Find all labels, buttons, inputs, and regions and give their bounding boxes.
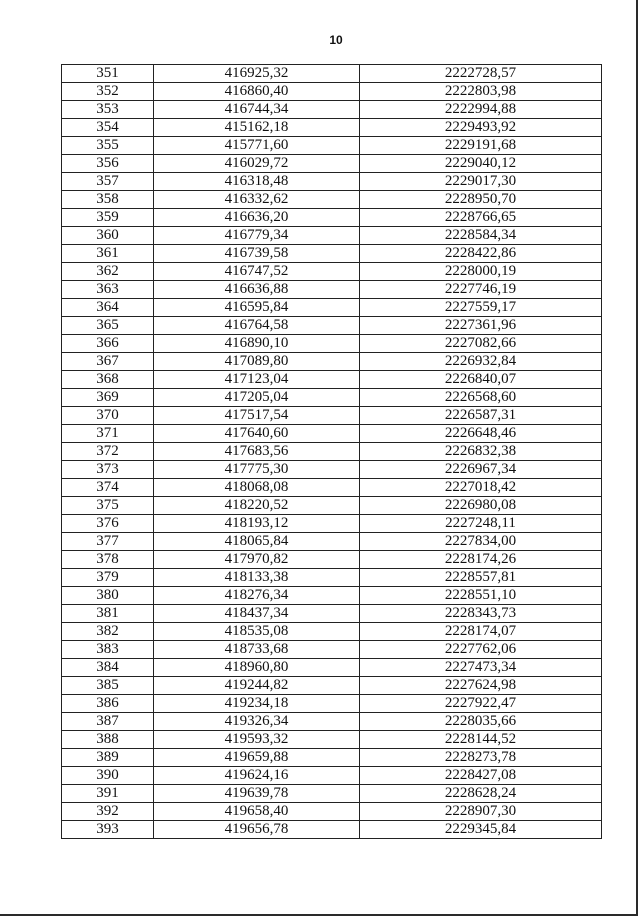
x-coordinate-cell: 418535,08	[154, 623, 360, 641]
table-row	[62, 443, 602, 461]
table-row	[62, 515, 602, 533]
point-number-cell: 382	[62, 623, 154, 641]
y-coordinate-cell: 2227248,11	[360, 515, 602, 533]
x-coordinate-cell: 417517,54	[154, 407, 360, 425]
x-coordinate-cell: 418960,80	[154, 659, 360, 677]
table-row	[62, 191, 602, 209]
x-coordinate-cell: 418220,52	[154, 497, 360, 515]
x-coordinate-cell: 418276,34	[154, 587, 360, 605]
x-coordinate-cell: 419659,88	[154, 749, 360, 767]
y-coordinate-cell: 2228174,07	[360, 623, 602, 641]
x-coordinate-cell: 416739,58	[154, 245, 360, 263]
point-number-cell: 392	[62, 803, 154, 821]
table-row	[62, 479, 602, 497]
point-number-cell: 376	[62, 515, 154, 533]
y-coordinate-cell: 2226967,34	[360, 461, 602, 479]
point-number-cell: 386	[62, 695, 154, 713]
table-row	[62, 101, 602, 119]
x-coordinate-cell: 417205,04	[154, 389, 360, 407]
point-number-cell: 379	[62, 569, 154, 587]
point-number-cell: 368	[62, 371, 154, 389]
table-row	[62, 353, 602, 371]
point-number-cell: 363	[62, 281, 154, 299]
table-row	[62, 623, 602, 641]
table-row	[62, 209, 602, 227]
x-coordinate-cell: 416636,20	[154, 209, 360, 227]
table-row	[62, 641, 602, 659]
y-coordinate-cell: 2229017,30	[360, 173, 602, 191]
point-number-cell: 352	[62, 83, 154, 101]
y-coordinate-cell: 2222728,57	[360, 65, 602, 83]
y-coordinate-cell: 2227762,06	[360, 641, 602, 659]
y-coordinate-cell: 2229493,92	[360, 119, 602, 137]
point-number-cell: 358	[62, 191, 154, 209]
x-coordinate-cell: 415162,18	[154, 119, 360, 137]
y-coordinate-cell: 2228000,19	[360, 263, 602, 281]
coordinates-table	[61, 64, 602, 839]
x-coordinate-cell: 417970,82	[154, 551, 360, 569]
x-coordinate-cell: 418733,68	[154, 641, 360, 659]
x-coordinate-cell: 419656,78	[154, 821, 360, 839]
table-row	[62, 605, 602, 623]
y-coordinate-cell: 2229040,12	[360, 155, 602, 173]
point-number-cell: 372	[62, 443, 154, 461]
point-number-cell: 375	[62, 497, 154, 515]
x-coordinate-cell: 416595,84	[154, 299, 360, 317]
table-row	[62, 299, 602, 317]
x-coordinate-cell: 419624,16	[154, 767, 360, 785]
table-row	[62, 569, 602, 587]
point-number-cell: 367	[62, 353, 154, 371]
point-number-cell: 357	[62, 173, 154, 191]
x-coordinate-cell: 416747,52	[154, 263, 360, 281]
table-row	[62, 533, 602, 551]
x-coordinate-cell: 419639,78	[154, 785, 360, 803]
point-number-cell: 354	[62, 119, 154, 137]
table-row	[62, 767, 602, 785]
x-coordinate-cell: 419234,18	[154, 695, 360, 713]
y-coordinate-cell: 2229191,68	[360, 137, 602, 155]
point-number-cell: 383	[62, 641, 154, 659]
point-number-cell: 390	[62, 767, 154, 785]
x-coordinate-cell: 415771,60	[154, 137, 360, 155]
table-row	[62, 497, 602, 515]
y-coordinate-cell: 2228907,30	[360, 803, 602, 821]
point-number-cell: 364	[62, 299, 154, 317]
point-number-cell: 385	[62, 677, 154, 695]
table-row	[62, 713, 602, 731]
x-coordinate-cell: 418437,34	[154, 605, 360, 623]
x-coordinate-cell: 416860,40	[154, 83, 360, 101]
x-coordinate-cell: 416779,34	[154, 227, 360, 245]
y-coordinate-cell: 2228628,24	[360, 785, 602, 803]
y-coordinate-cell: 2228035,66	[360, 713, 602, 731]
point-number-cell: 355	[62, 137, 154, 155]
table-row	[62, 155, 602, 173]
y-coordinate-cell: 2229345,84	[360, 821, 602, 839]
table-row	[62, 317, 602, 335]
point-number-cell: 365	[62, 317, 154, 335]
point-number-cell: 362	[62, 263, 154, 281]
x-coordinate-cell: 419244,82	[154, 677, 360, 695]
x-coordinate-cell: 416332,62	[154, 191, 360, 209]
y-coordinate-cell: 2222994,88	[360, 101, 602, 119]
x-coordinate-cell: 419593,32	[154, 731, 360, 749]
y-coordinate-cell: 2228557,81	[360, 569, 602, 587]
table-row	[62, 677, 602, 695]
table-row	[62, 245, 602, 263]
table-row	[62, 281, 602, 299]
point-number-cell: 387	[62, 713, 154, 731]
y-coordinate-cell: 2228144,52	[360, 731, 602, 749]
x-coordinate-cell: 417683,56	[154, 443, 360, 461]
x-coordinate-cell: 418193,12	[154, 515, 360, 533]
point-number-cell: 380	[62, 587, 154, 605]
point-number-cell: 381	[62, 605, 154, 623]
x-coordinate-cell: 419326,34	[154, 713, 360, 731]
y-coordinate-cell: 2226932,84	[360, 353, 602, 371]
y-coordinate-cell: 2228343,73	[360, 605, 602, 623]
table-row	[62, 695, 602, 713]
point-number-cell: 384	[62, 659, 154, 677]
table-row	[62, 407, 602, 425]
table-row	[62, 389, 602, 407]
table-row	[62, 425, 602, 443]
x-coordinate-cell: 417123,04	[154, 371, 360, 389]
y-coordinate-cell: 2228766,65	[360, 209, 602, 227]
x-coordinate-cell: 417640,60	[154, 425, 360, 443]
y-coordinate-cell: 2226568,60	[360, 389, 602, 407]
x-coordinate-cell: 418065,84	[154, 533, 360, 551]
point-number-cell: 366	[62, 335, 154, 353]
x-coordinate-cell: 418068,08	[154, 479, 360, 497]
x-coordinate-cell: 416636,88	[154, 281, 360, 299]
point-number-cell: 359	[62, 209, 154, 227]
table-row	[62, 785, 602, 803]
coordinates-table-body	[62, 65, 602, 839]
table-row	[62, 137, 602, 155]
table-row	[62, 119, 602, 137]
table-row	[62, 587, 602, 605]
point-number-cell: 393	[62, 821, 154, 839]
point-number-cell: 369	[62, 389, 154, 407]
point-number-cell: 361	[62, 245, 154, 263]
table-row	[62, 371, 602, 389]
table-row	[62, 659, 602, 677]
page-number: 10	[329, 33, 343, 47]
point-number-cell: 374	[62, 479, 154, 497]
point-number-cell: 389	[62, 749, 154, 767]
point-number-cell: 377	[62, 533, 154, 551]
y-coordinate-cell: 2227473,34	[360, 659, 602, 677]
y-coordinate-cell: 2228174,26	[360, 551, 602, 569]
x-coordinate-cell: 418133,38	[154, 569, 360, 587]
x-coordinate-cell: 417089,80	[154, 353, 360, 371]
table-row	[62, 461, 602, 479]
y-coordinate-cell: 2227624,98	[360, 677, 602, 695]
x-coordinate-cell: 416318,48	[154, 173, 360, 191]
y-coordinate-cell: 2228422,86	[360, 245, 602, 263]
x-coordinate-cell: 416029,72	[154, 155, 360, 173]
table-row	[62, 803, 602, 821]
point-number-cell: 351	[62, 65, 154, 83]
point-number-cell: 356	[62, 155, 154, 173]
table-row	[62, 227, 602, 245]
x-coordinate-cell: 416764,58	[154, 317, 360, 335]
table-row	[62, 551, 602, 569]
table-row	[62, 335, 602, 353]
point-number-cell: 373	[62, 461, 154, 479]
y-coordinate-cell: 2227361,96	[360, 317, 602, 335]
x-coordinate-cell: 419658,40	[154, 803, 360, 821]
point-number-cell: 371	[62, 425, 154, 443]
table-row	[62, 65, 602, 83]
point-number-cell: 391	[62, 785, 154, 803]
y-coordinate-cell: 2226648,46	[360, 425, 602, 443]
table-row	[62, 749, 602, 767]
y-coordinate-cell: 2227922,47	[360, 695, 602, 713]
y-coordinate-cell: 2227018,42	[360, 479, 602, 497]
y-coordinate-cell: 2228584,34	[360, 227, 602, 245]
table-row	[62, 83, 602, 101]
point-number-cell: 378	[62, 551, 154, 569]
y-coordinate-cell: 2226840,07	[360, 371, 602, 389]
point-number-cell: 360	[62, 227, 154, 245]
y-coordinate-cell: 2228950,70	[360, 191, 602, 209]
y-coordinate-cell: 2226587,31	[360, 407, 602, 425]
x-coordinate-cell: 417775,30	[154, 461, 360, 479]
y-coordinate-cell: 2222803,98	[360, 83, 602, 101]
y-coordinate-cell: 2228551,10	[360, 587, 602, 605]
y-coordinate-cell: 2227746,19	[360, 281, 602, 299]
y-coordinate-cell: 2227559,17	[360, 299, 602, 317]
y-coordinate-cell: 2227082,66	[360, 335, 602, 353]
table-row	[62, 731, 602, 749]
x-coordinate-cell: 416925,32	[154, 65, 360, 83]
table-row	[62, 821, 602, 839]
table-row	[62, 173, 602, 191]
y-coordinate-cell: 2226832,38	[360, 443, 602, 461]
y-coordinate-cell: 2228273,78	[360, 749, 602, 767]
table-row	[62, 263, 602, 281]
y-coordinate-cell: 2227834,00	[360, 533, 602, 551]
point-number-cell: 388	[62, 731, 154, 749]
y-coordinate-cell: 2228427,08	[360, 767, 602, 785]
point-number-cell: 370	[62, 407, 154, 425]
point-number-cell: 353	[62, 101, 154, 119]
x-coordinate-cell: 416890,10	[154, 335, 360, 353]
x-coordinate-cell: 416744,34	[154, 101, 360, 119]
y-coordinate-cell: 2226980,08	[360, 497, 602, 515]
